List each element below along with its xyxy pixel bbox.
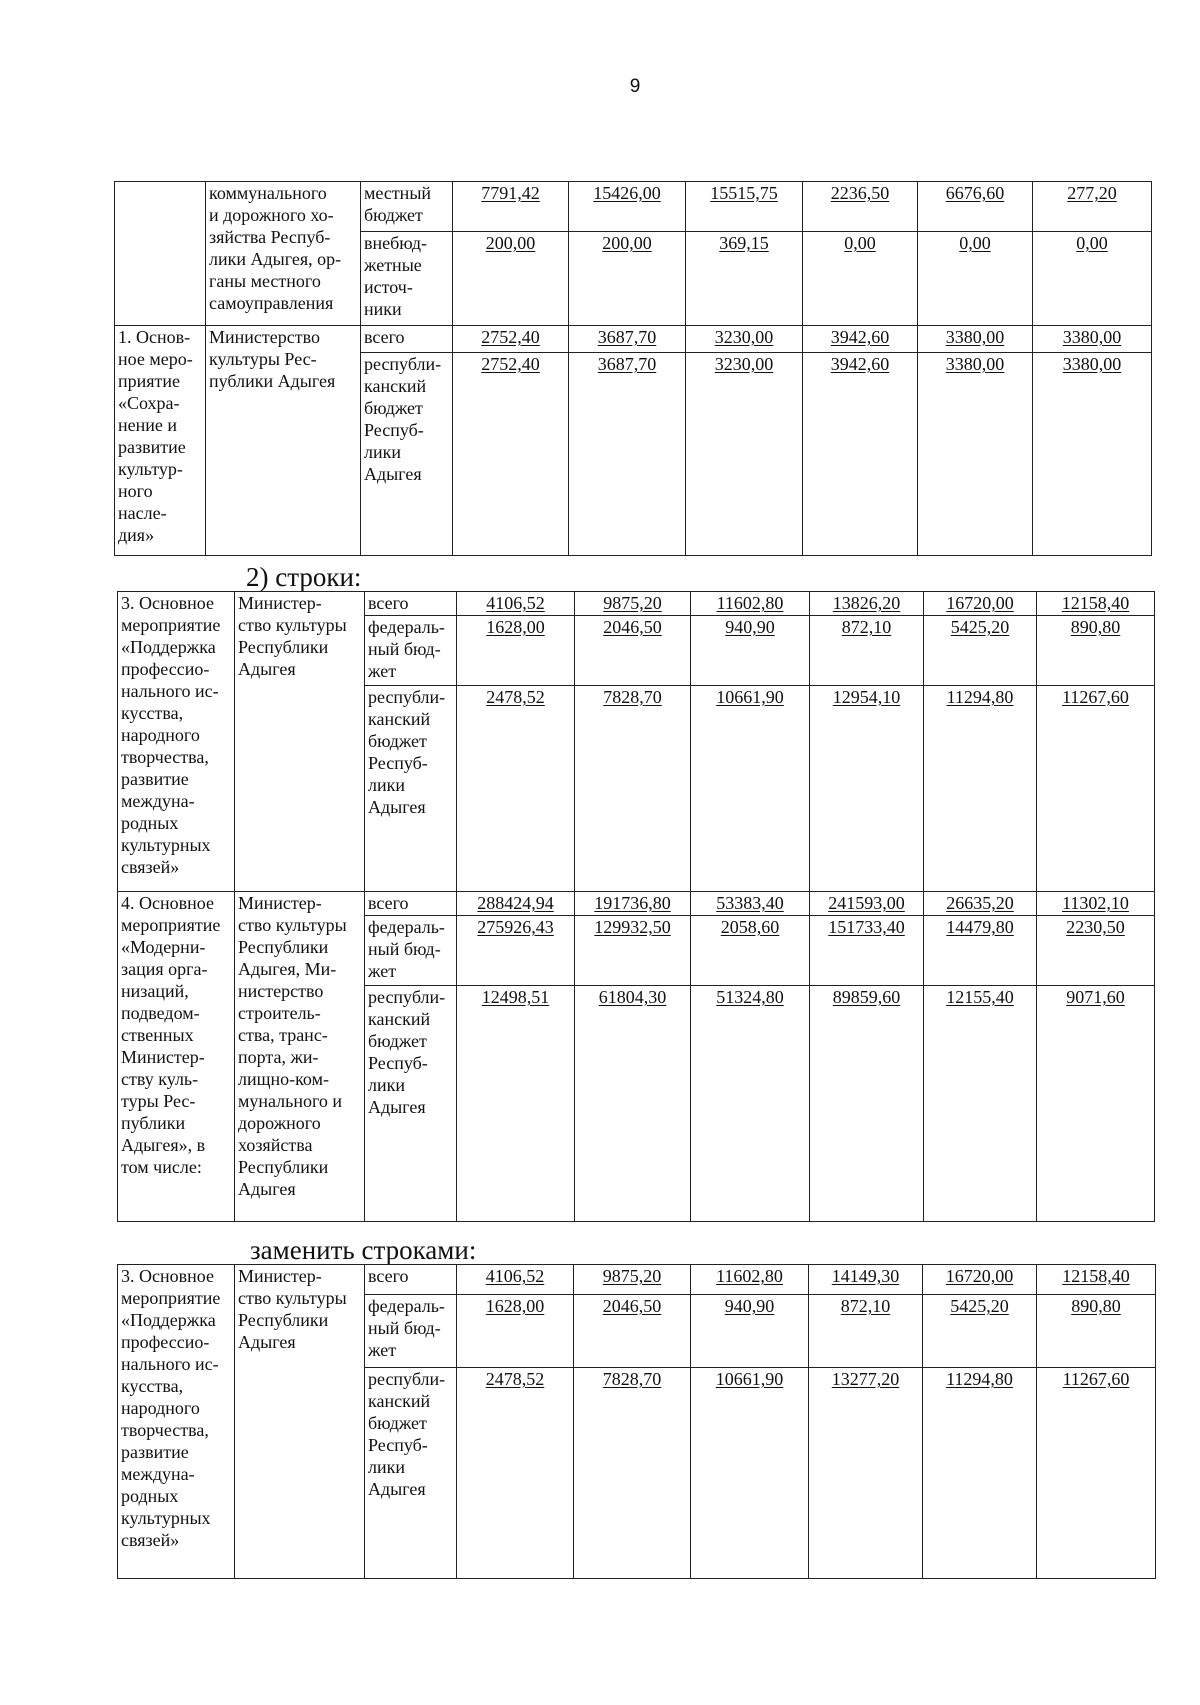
- value-cell: 3942,60: [803, 326, 918, 353]
- table-row: [115, 326, 1152, 353]
- funding-source-cell: республи- канский бюджет Респуб- лики Адыгея: [361, 353, 453, 556]
- funding-source-cell: всего: [365, 892, 457, 916]
- value-cell: 3687,70: [569, 353, 686, 556]
- value-cell: 2236,50: [803, 182, 918, 232]
- value-cell: 11294,80: [923, 1368, 1037, 1579]
- value-cell: 872,10: [810, 616, 924, 686]
- value-cell: 26635,20: [924, 892, 1037, 916]
- value-cell: 2478,52: [457, 686, 575, 892]
- funding-source-cell: федераль- ный бюд- жет: [365, 616, 457, 686]
- table-row: [118, 592, 1155, 616]
- funding-source-cell: местный бюджет: [361, 182, 453, 232]
- value-cell: 15426,00: [569, 182, 686, 232]
- value-cell: 9071,60: [1037, 986, 1155, 1222]
- value-cell: 151733,40: [810, 916, 924, 986]
- value-cell: 872,10: [809, 1295, 923, 1368]
- funding-source-cell: всего: [365, 1265, 457, 1295]
- caption-lines: 2) строки:: [246, 562, 362, 592]
- value-cell: 11267,60: [1037, 686, 1155, 892]
- table-row: [118, 892, 1155, 916]
- value-cell: 3380,00: [1033, 353, 1152, 556]
- value-cell: 7791,42: [453, 182, 569, 232]
- value-cell: 2046,50: [574, 1295, 691, 1368]
- value-cell: 2478,52: [457, 1368, 574, 1579]
- value-cell: 9875,20: [574, 1265, 691, 1295]
- table-row: [115, 182, 1152, 232]
- measure-cell: 1. Основ- ное меро- приятие «Сохра- нение и развитие культур- ного насле- дия»: [115, 326, 206, 556]
- executor-cell: Министер- ство культуры Республики Адыгея: [235, 592, 365, 892]
- value-cell: 13826,20: [810, 592, 924, 616]
- value-cell: 0,00: [803, 232, 918, 326]
- value-cell: 3380,00: [1033, 326, 1152, 353]
- value-cell: 2230,50: [1037, 916, 1155, 986]
- funding-source-cell: республи- канский бюджет Респуб- лики Адыгея: [365, 686, 457, 892]
- value-cell: 9875,20: [575, 592, 691, 616]
- value-cell: 200,00: [569, 232, 686, 326]
- measure-cell: 4. Основное мероприятие «Модерни- зация орга- низаций, подведом- ственных Министер- ству куль- туры Рес- публики Адыгея», в том числе:: [118, 892, 235, 1222]
- value-cell: 3942,60: [803, 353, 918, 556]
- value-cell: 4106,52: [457, 592, 575, 616]
- value-cell: 7828,70: [575, 686, 691, 892]
- value-cell: 890,80: [1037, 1295, 1156, 1368]
- value-cell: 89859,60: [810, 986, 924, 1222]
- value-cell: 2058,60: [691, 916, 810, 986]
- value-cell: 277,20: [1033, 182, 1152, 232]
- value-cell: 11602,80: [691, 1265, 809, 1295]
- measure-cell: 3. Основное мероприятие «Поддержка профессио- нального ис- кусства, народного творчества, развитие междуна- родных культурных связей»: [118, 1265, 235, 1579]
- funding-source-cell: всего: [361, 326, 453, 353]
- value-cell: 12498,51: [457, 986, 575, 1222]
- budget-table-continuation: [114, 181, 1152, 556]
- value-cell: 12158,40: [1037, 1265, 1156, 1295]
- value-cell: 2752,40: [453, 326, 569, 353]
- value-cell: 15515,75: [686, 182, 803, 232]
- budget-table-old-rows: [117, 591, 1155, 1222]
- value-cell: 3230,00: [686, 326, 803, 353]
- value-cell: 12155,40: [924, 986, 1037, 1222]
- executor-cell: коммунального и дорожного хо- зяйства Респуб- лики Адыгея, ор- ганы местного самоуправления: [206, 182, 361, 326]
- value-cell: 2046,50: [575, 616, 691, 686]
- value-cell: 0,00: [918, 232, 1033, 326]
- value-cell: 3687,70: [569, 326, 686, 353]
- value-cell: 4106,52: [457, 1265, 574, 1295]
- funding-source-cell: всего: [365, 592, 457, 616]
- value-cell: 5425,20: [923, 1295, 1037, 1368]
- table-row: [118, 1265, 1156, 1295]
- funding-source-cell: федераль- ный бюд- жет: [365, 916, 457, 986]
- value-cell: 14479,80: [924, 916, 1037, 986]
- value-cell: 3380,00: [918, 326, 1033, 353]
- value-cell: 10661,90: [691, 1368, 809, 1579]
- funding-source-cell: республи- канский бюджет Респуб- лики Адыгея: [365, 986, 457, 1222]
- value-cell: 940,90: [691, 616, 810, 686]
- value-cell: 0,00: [1033, 232, 1152, 326]
- value-cell: 369,15: [686, 232, 803, 326]
- value-cell: 11602,80: [691, 592, 810, 616]
- value-cell: 10661,90: [691, 686, 810, 892]
- value-cell: 200,00: [453, 232, 569, 326]
- value-cell: 241593,00: [810, 892, 924, 916]
- value-cell: 12954,10: [810, 686, 924, 892]
- value-cell: 275926,43: [457, 916, 575, 986]
- value-cell: 11302,10: [1037, 892, 1155, 916]
- executor-cell: Министер- ство культуры Республики Адыгея, Ми- нистерство строитель- ства, транс- порта, жи- лищно-ком- мунального и дорожного хозяйства Республики Адыгея: [235, 892, 365, 1222]
- value-cell: 1628,00: [457, 1295, 574, 1368]
- value-cell: 13277,20: [809, 1368, 923, 1579]
- budget-table-new-rows: [117, 1264, 1156, 1579]
- funding-source-cell: федераль- ный бюд- жет: [365, 1295, 457, 1368]
- page-number: 9: [629, 76, 641, 97]
- value-cell: 61804,30: [575, 986, 691, 1222]
- value-cell: 11267,60: [1037, 1368, 1156, 1579]
- executor-cell: Министер- ство культуры Республики Адыгея: [235, 1265, 365, 1579]
- funding-source-cell: республи- канский бюджет Респуб- лики Адыгея: [365, 1368, 457, 1579]
- value-cell: 16720,00: [923, 1265, 1037, 1295]
- value-cell: 1628,00: [457, 616, 575, 686]
- value-cell: 11294,80: [924, 686, 1037, 892]
- value-cell: 6676,60: [918, 182, 1033, 232]
- value-cell: 890,80: [1037, 616, 1155, 686]
- value-cell: 2752,40: [453, 353, 569, 556]
- value-cell: 288424,94: [457, 892, 575, 916]
- value-cell: 53383,40: [691, 892, 810, 916]
- measure-cell: [115, 182, 206, 326]
- value-cell: 129932,50: [575, 916, 691, 986]
- value-cell: 7828,70: [574, 1368, 691, 1579]
- value-cell: 16720,00: [924, 592, 1037, 616]
- caption-replace-with: заменить строками:: [250, 1235, 477, 1265]
- executor-cell: Министерство культуры Рес- публики Адыгея: [206, 326, 361, 556]
- value-cell: 5425,20: [924, 616, 1037, 686]
- value-cell: 191736,80: [575, 892, 691, 916]
- value-cell: 3380,00: [918, 353, 1033, 556]
- value-cell: 51324,80: [691, 986, 810, 1222]
- value-cell: 12158,40: [1037, 592, 1155, 616]
- value-cell: 14149,30: [809, 1265, 923, 1295]
- value-cell: 3230,00: [686, 353, 803, 556]
- value-cell: 940,90: [691, 1295, 809, 1368]
- measure-cell: 3. Основное мероприятие «Поддержка профессио- нального ис- кусства, народного творчества, развитие междуна- родных культурных связей»: [118, 592, 235, 892]
- funding-source-cell: внебюд- жетные источ- ники: [361, 232, 453, 326]
